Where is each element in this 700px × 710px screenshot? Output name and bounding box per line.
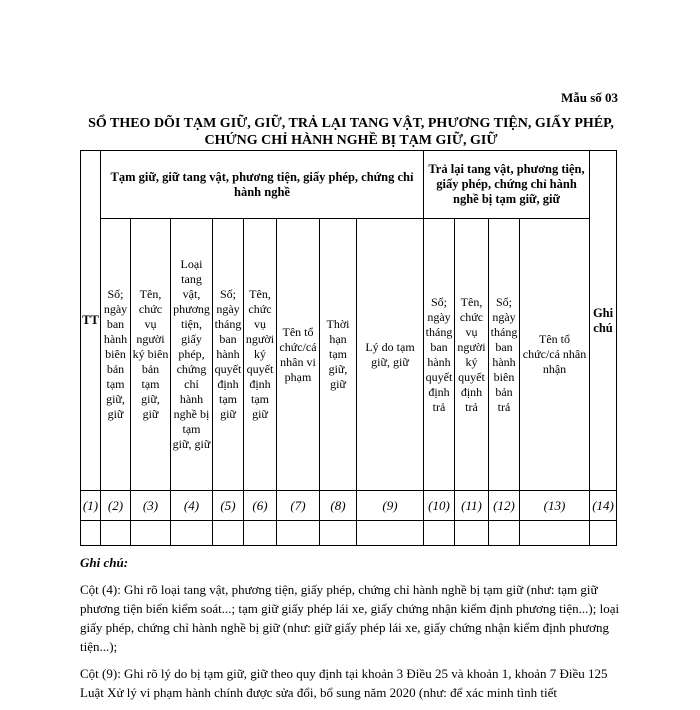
empty-cell bbox=[424, 521, 455, 546]
empty-cell bbox=[131, 521, 171, 546]
empty-cell bbox=[520, 521, 590, 546]
empty-cell bbox=[455, 521, 489, 546]
header-hold-col: Loại tang vật, phương tiện, giấy phép, chứng chỉ hành nghề bị tạm giữ, giữ bbox=[171, 219, 213, 491]
header-hold-col: Số; ngày ban hành biên bản tạm giữ, giữ bbox=[101, 219, 131, 491]
notes-heading: Ghi chú: bbox=[80, 555, 129, 570]
header-return-col: Số; ngày tháng ban hành quyết định trả bbox=[424, 219, 455, 491]
column-number: (1) bbox=[81, 491, 101, 521]
column-number: (8) bbox=[320, 491, 357, 521]
empty-cell bbox=[357, 521, 424, 546]
empty-cell bbox=[489, 521, 520, 546]
empty-cell bbox=[277, 521, 320, 546]
title-line-2: CHỨNG CHỈ HÀNH NGHỀ BỊ TẠM GIỮ, GIỮ bbox=[204, 133, 498, 148]
column-number: (3) bbox=[131, 491, 171, 521]
column-number: (7) bbox=[277, 491, 320, 521]
table-row bbox=[81, 521, 617, 546]
header-note: Ghi chú bbox=[590, 151, 617, 491]
header-return-col: Tên tổ chức/cá nhân nhận bbox=[520, 219, 590, 491]
empty-cell bbox=[244, 521, 277, 546]
header-tt: TT bbox=[81, 151, 101, 491]
document-title bbox=[78, 115, 624, 149]
empty-cell bbox=[171, 521, 213, 546]
column-number: (6) bbox=[244, 491, 277, 521]
column-number: (13) bbox=[520, 491, 590, 521]
empty-cell bbox=[101, 521, 131, 546]
notes-section bbox=[80, 553, 620, 710]
empty-cell bbox=[320, 521, 357, 546]
column-number: (4) bbox=[171, 491, 213, 521]
empty-cell bbox=[81, 521, 101, 546]
header-hold-col: Tên, chức vụ người ký biên bản tạm giữ, giữ bbox=[131, 219, 171, 491]
note-item: Cột (9): Ghi rõ lý do bị tạm giữ, giữ theo quy định tại khoản 3 Điều 25 và khoản 1, khoản 7 Điều 125 Luật Xử lý vi phạm hành chính được sửa đổi, bổ sung năm 2020 (như: để xác minh tình tiết bbox=[80, 666, 608, 700]
empty-cell bbox=[213, 521, 244, 546]
header-hold-col: Số; ngày tháng ban hành quyết định tạm giữ bbox=[213, 219, 244, 491]
header-hold-col: Tên tổ chức/cá nhân vi phạm bbox=[277, 219, 320, 491]
column-number: (9) bbox=[357, 491, 424, 521]
group-header-hold: Tạm giữ, giữ tang vật, phương tiện, giấy phép, chứng chỉ hành nghề bbox=[101, 151, 424, 219]
header-return-col: Số; ngày tháng ban hành biên bản trả bbox=[489, 219, 520, 491]
title-line-1: SỔ THEO DÕI TẠM GIỮ, GIỮ, TRẢ LẠI TANG VẬT, PHƯƠNG TIỆN, GIẤY PHÉP, bbox=[88, 116, 614, 131]
ledger-table bbox=[80, 150, 617, 546]
header-return-col: Tên, chức vụ người ký quyết định trả bbox=[455, 219, 489, 491]
header-hold-col: Lý do tạm giữ, giữ bbox=[357, 219, 424, 491]
empty-cell bbox=[590, 521, 617, 546]
column-number: (12) bbox=[489, 491, 520, 521]
group-header-return: Trả lại tang vật, phương tiện, giấy phép, chứng chỉ hành nghề bị tạm giữ, giữ bbox=[424, 151, 590, 219]
column-number: (14) bbox=[590, 491, 617, 521]
column-number: (2) bbox=[101, 491, 131, 521]
form-code: Mẫu số 03 bbox=[560, 90, 618, 105]
column-number: (10) bbox=[424, 491, 455, 521]
column-number: (5) bbox=[213, 491, 244, 521]
note-item: Cột (4): Ghi rõ loại tang vật, phương tiện, giấy phép, chứng chỉ hành nghề bị tạm giữ (như: tạm giữ phương tiện biển kiểm soát...; tạm giữ giấy phép lái xe, giấy chứng nhận kiểm định phương tiện...); loại giấy phép, chứng chỉ hành nghề bị giữ (như: giữ giấy phép lái xe, giấy chứng nhận kiểm định phương tiện...); bbox=[80, 582, 620, 654]
header-hold-col: Thời hạn tạm giữ, giữ bbox=[320, 219, 357, 491]
header-hold-col: Tên, chức vụ người ký quyết định tạm giữ bbox=[244, 219, 277, 491]
column-number: (11) bbox=[455, 491, 489, 521]
